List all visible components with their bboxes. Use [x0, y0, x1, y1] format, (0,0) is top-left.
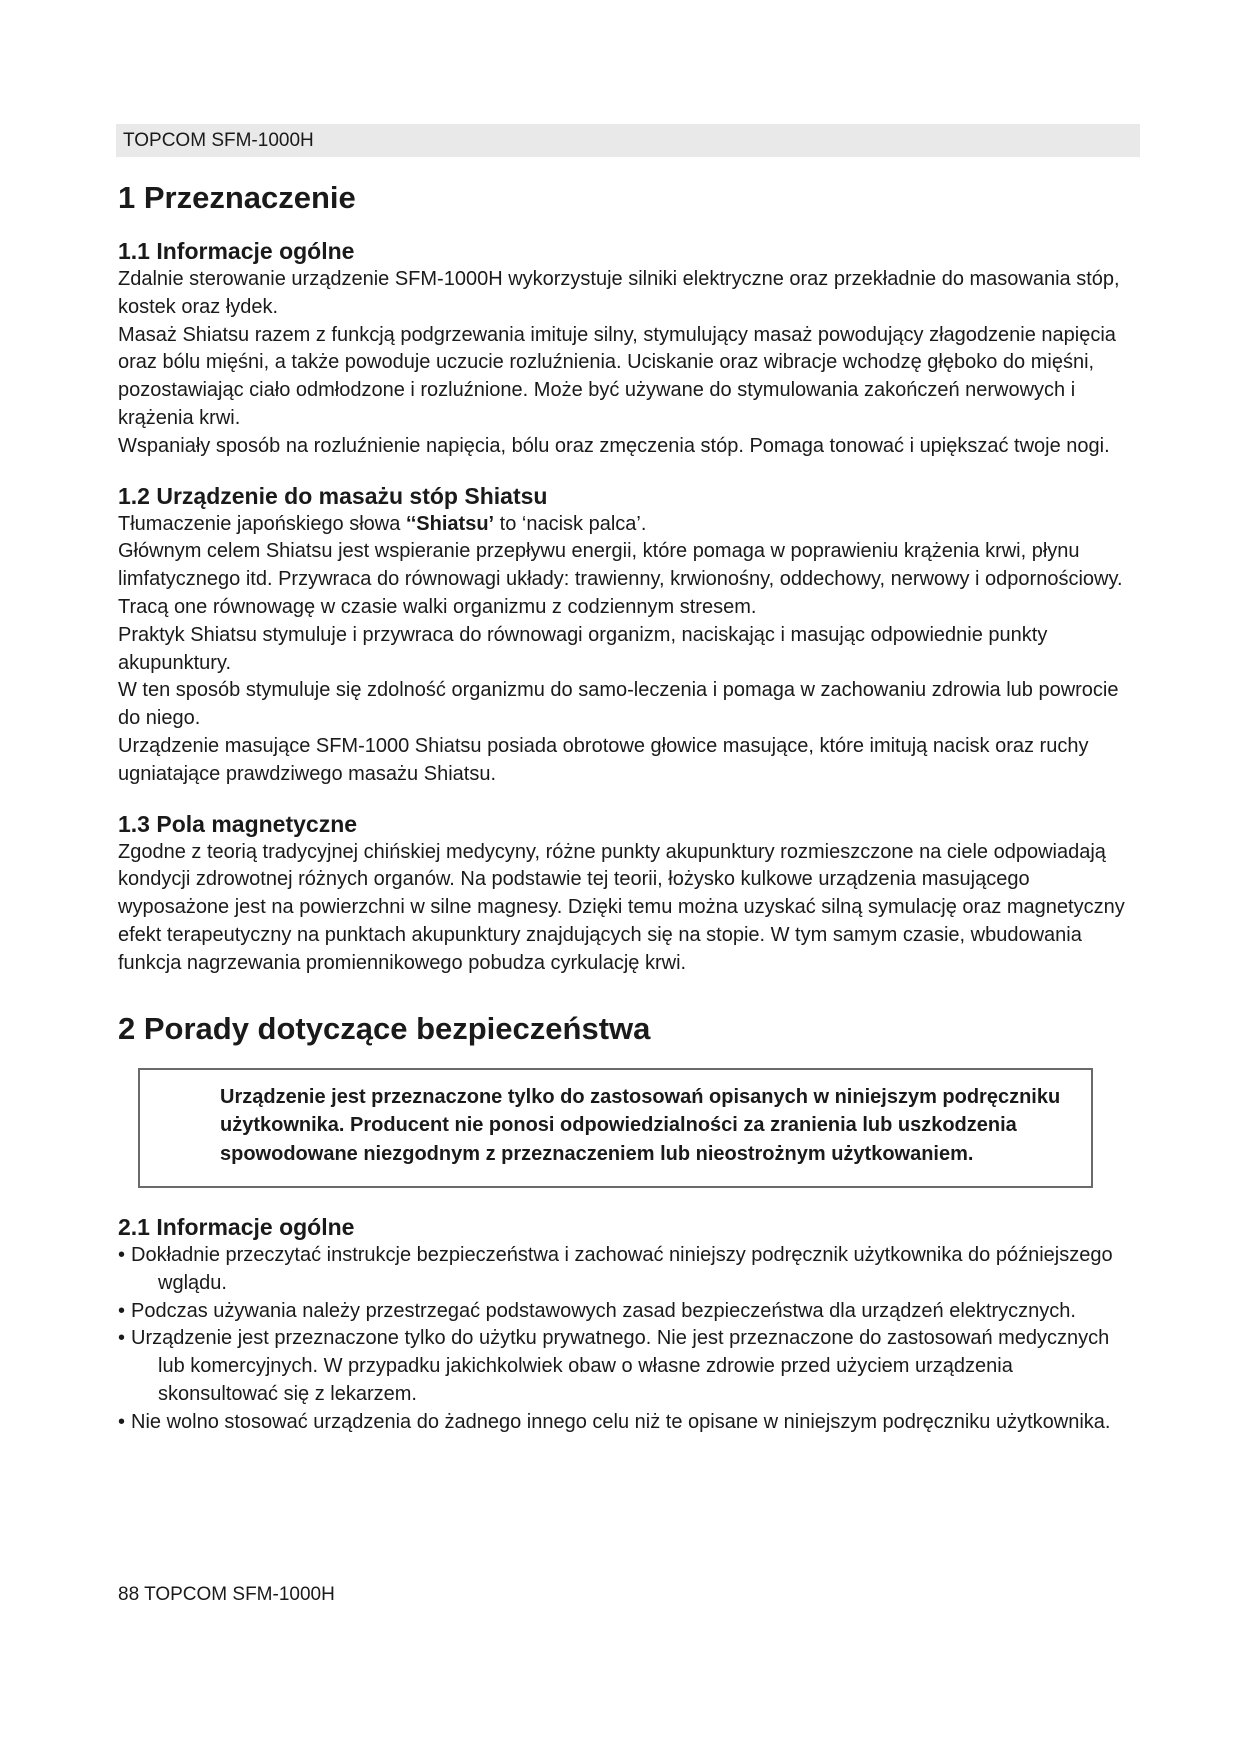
list-item-text: Nie wolno stosować urządzenia do żadnego innego celu niż te opisane w niniejszym podręczniku użytkownika.	[131, 1410, 1111, 1433]
paragraph: Głównym celem Shiatsu jest wspieranie przepływu energii, które pomaga w poprawieniu krążenia krwi, płynu limfatycznego itd. Przywraca do równowagi układy: trawienny, krwionośny, oddechowy, nerwowy i odpornościowy. Tracą one równowagę w czasie walki organizmu z codziennym stresem.	[118, 540, 1123, 618]
list-item	[118, 1242, 1138, 1298]
paragraph: Zgodne z teorią tradycyjnej chińskiej medycyny, różne punkty akupunktury rozmieszczone na ciele odpowiadają kondycji zdrowotnej różnych organów. Na podstawie tej teorii, łożysko kulkowe urządzenia masującego wyposażone jest na powierzchni w silne magnesy. Dzięki temu można uzyskać silną symulację oraz magnetyczny efekt terapeutyczny na punktach akupunktury znajdujących się na stopie. W tym samym czasie, wbudowania funkcja nagrzewania promiennikowego pobudza cyrkulację krwi.	[118, 840, 1125, 974]
list-item	[118, 1325, 1138, 1408]
page-content	[118, 172, 1138, 1437]
safety-list	[118, 1242, 1138, 1437]
paragraph: Praktyk Shiatsu stymuluje i przywraca do równowagi organizm, naciskając i masując odpowiednie punkty akupunktury.	[118, 623, 1048, 674]
section-1-title: 1 Przeznaczenie	[118, 180, 356, 215]
section-1-1-title: 1.1 Informacje ogólne	[118, 238, 355, 264]
section-1-3-body	[118, 839, 1138, 978]
section-1-3-title: 1.3 Pola magnetyczne	[118, 810, 358, 837]
section-2-title: 2 Porady dotyczące bezpieczeństwa	[118, 1010, 651, 1046]
list-item-text: Urządzenie jest przeznaczone tylko do użytku prywatnego. Nie jest przeznaczone do zastosowań medycznych lub komercyjnych. W przypadku jakichkolwiek obaw o własne zdrowie przed użyciem urządzenia skonsultować się z lekarzem.	[131, 1327, 1110, 1406]
shiatsu-intro	[118, 511, 1138, 539]
intro-text: Tłumaczenie japońskiego słowa	[118, 512, 406, 535]
section-2-1-title: 2.1 Informacje ogólne	[118, 1214, 355, 1241]
bullet: •	[118, 1410, 126, 1433]
header-title: TOPCOM SFM-1000H	[123, 130, 314, 151]
warning-text: Urządzenie jest przeznaczone tylko do zastosowań opisanych w niniejszym podręczniku użytkownika. Producent nie ponosi odpowiedzialności za zranienia lub uszkodzenia spowodowane niezgodnym z przeznaczeniem lub nieostrożnym użytkowaniem.	[220, 1085, 1061, 1165]
paragraph: Masaż Shiatsu razem z funkcją podgrzewania imituje silny, stymulujący masaż powodujący złagodzenie napięcia oraz bólu mięśni, a także powoduje uczucie rozluźnienia. Uciskanie oraz wibracje wchodzę głęboko do mięśni, pozostawiając ciało odmłodzone i rozluźnione. Może być używane do stymulowania zakończeń nerwowych i krążenia krwi.	[118, 323, 1116, 429]
warning-box	[138, 1068, 1093, 1189]
section-1-1-body	[118, 266, 1138, 461]
paragraph: Zdalnie sterowanie urządzenie SFM-1000H wykorzystuje silniki elektryczne oraz przekładnie do masowania stóp, kostek oraz łydek.	[118, 268, 1120, 318]
paragraph: W ten sposób stymuluje się zdolność organizmu do samo-leczenia i pomaga w zachowaniu zdrowia lub powrocie do niego.	[118, 679, 1119, 730]
paragraph: Wspaniały sposób na rozluźnienie napięcia, bólu oraz zmęczenia stóp. Pomaga tonować i upiększać twoje nogi.	[118, 434, 1110, 457]
intro-text: to ‘nacisk palca’.	[494, 512, 647, 535]
section-1-2-title: 1.2 Urządzenie do masażu stóp Shiatsu	[118, 482, 548, 509]
bullet: •	[118, 1244, 126, 1267]
bullet: •	[118, 1299, 126, 1322]
running-header	[116, 124, 1140, 157]
list-item-text: Podczas używania należy przestrzegać podstawowych zasad bezpieczeństwa dla urządzeń elektrycznych.	[131, 1299, 1076, 1322]
footer-text: 88 TOPCOM SFM-1000H	[118, 1584, 335, 1605]
section-1-2-body	[118, 511, 1138, 789]
list-item	[118, 1409, 1138, 1437]
paragraph: Urządzenie masujące SFM-1000 Shiatsu posiada obrotowe głowice masujące, które imitują nacisk oraz ruchy ugniatające prawdziwego masażu Shiatsu.	[118, 734, 1089, 785]
list-item	[118, 1298, 1138, 1326]
bullet: •	[118, 1327, 126, 1350]
page-footer	[118, 1584, 335, 1606]
list-item-text: Dokładnie przeczytać instrukcje bezpieczeństwa i zachować niniejszy podręcznik użytkownika do późniejszego wglądu.	[131, 1244, 1113, 1294]
shiatsu-term: ‘‘Shiatsu’	[405, 512, 495, 535]
